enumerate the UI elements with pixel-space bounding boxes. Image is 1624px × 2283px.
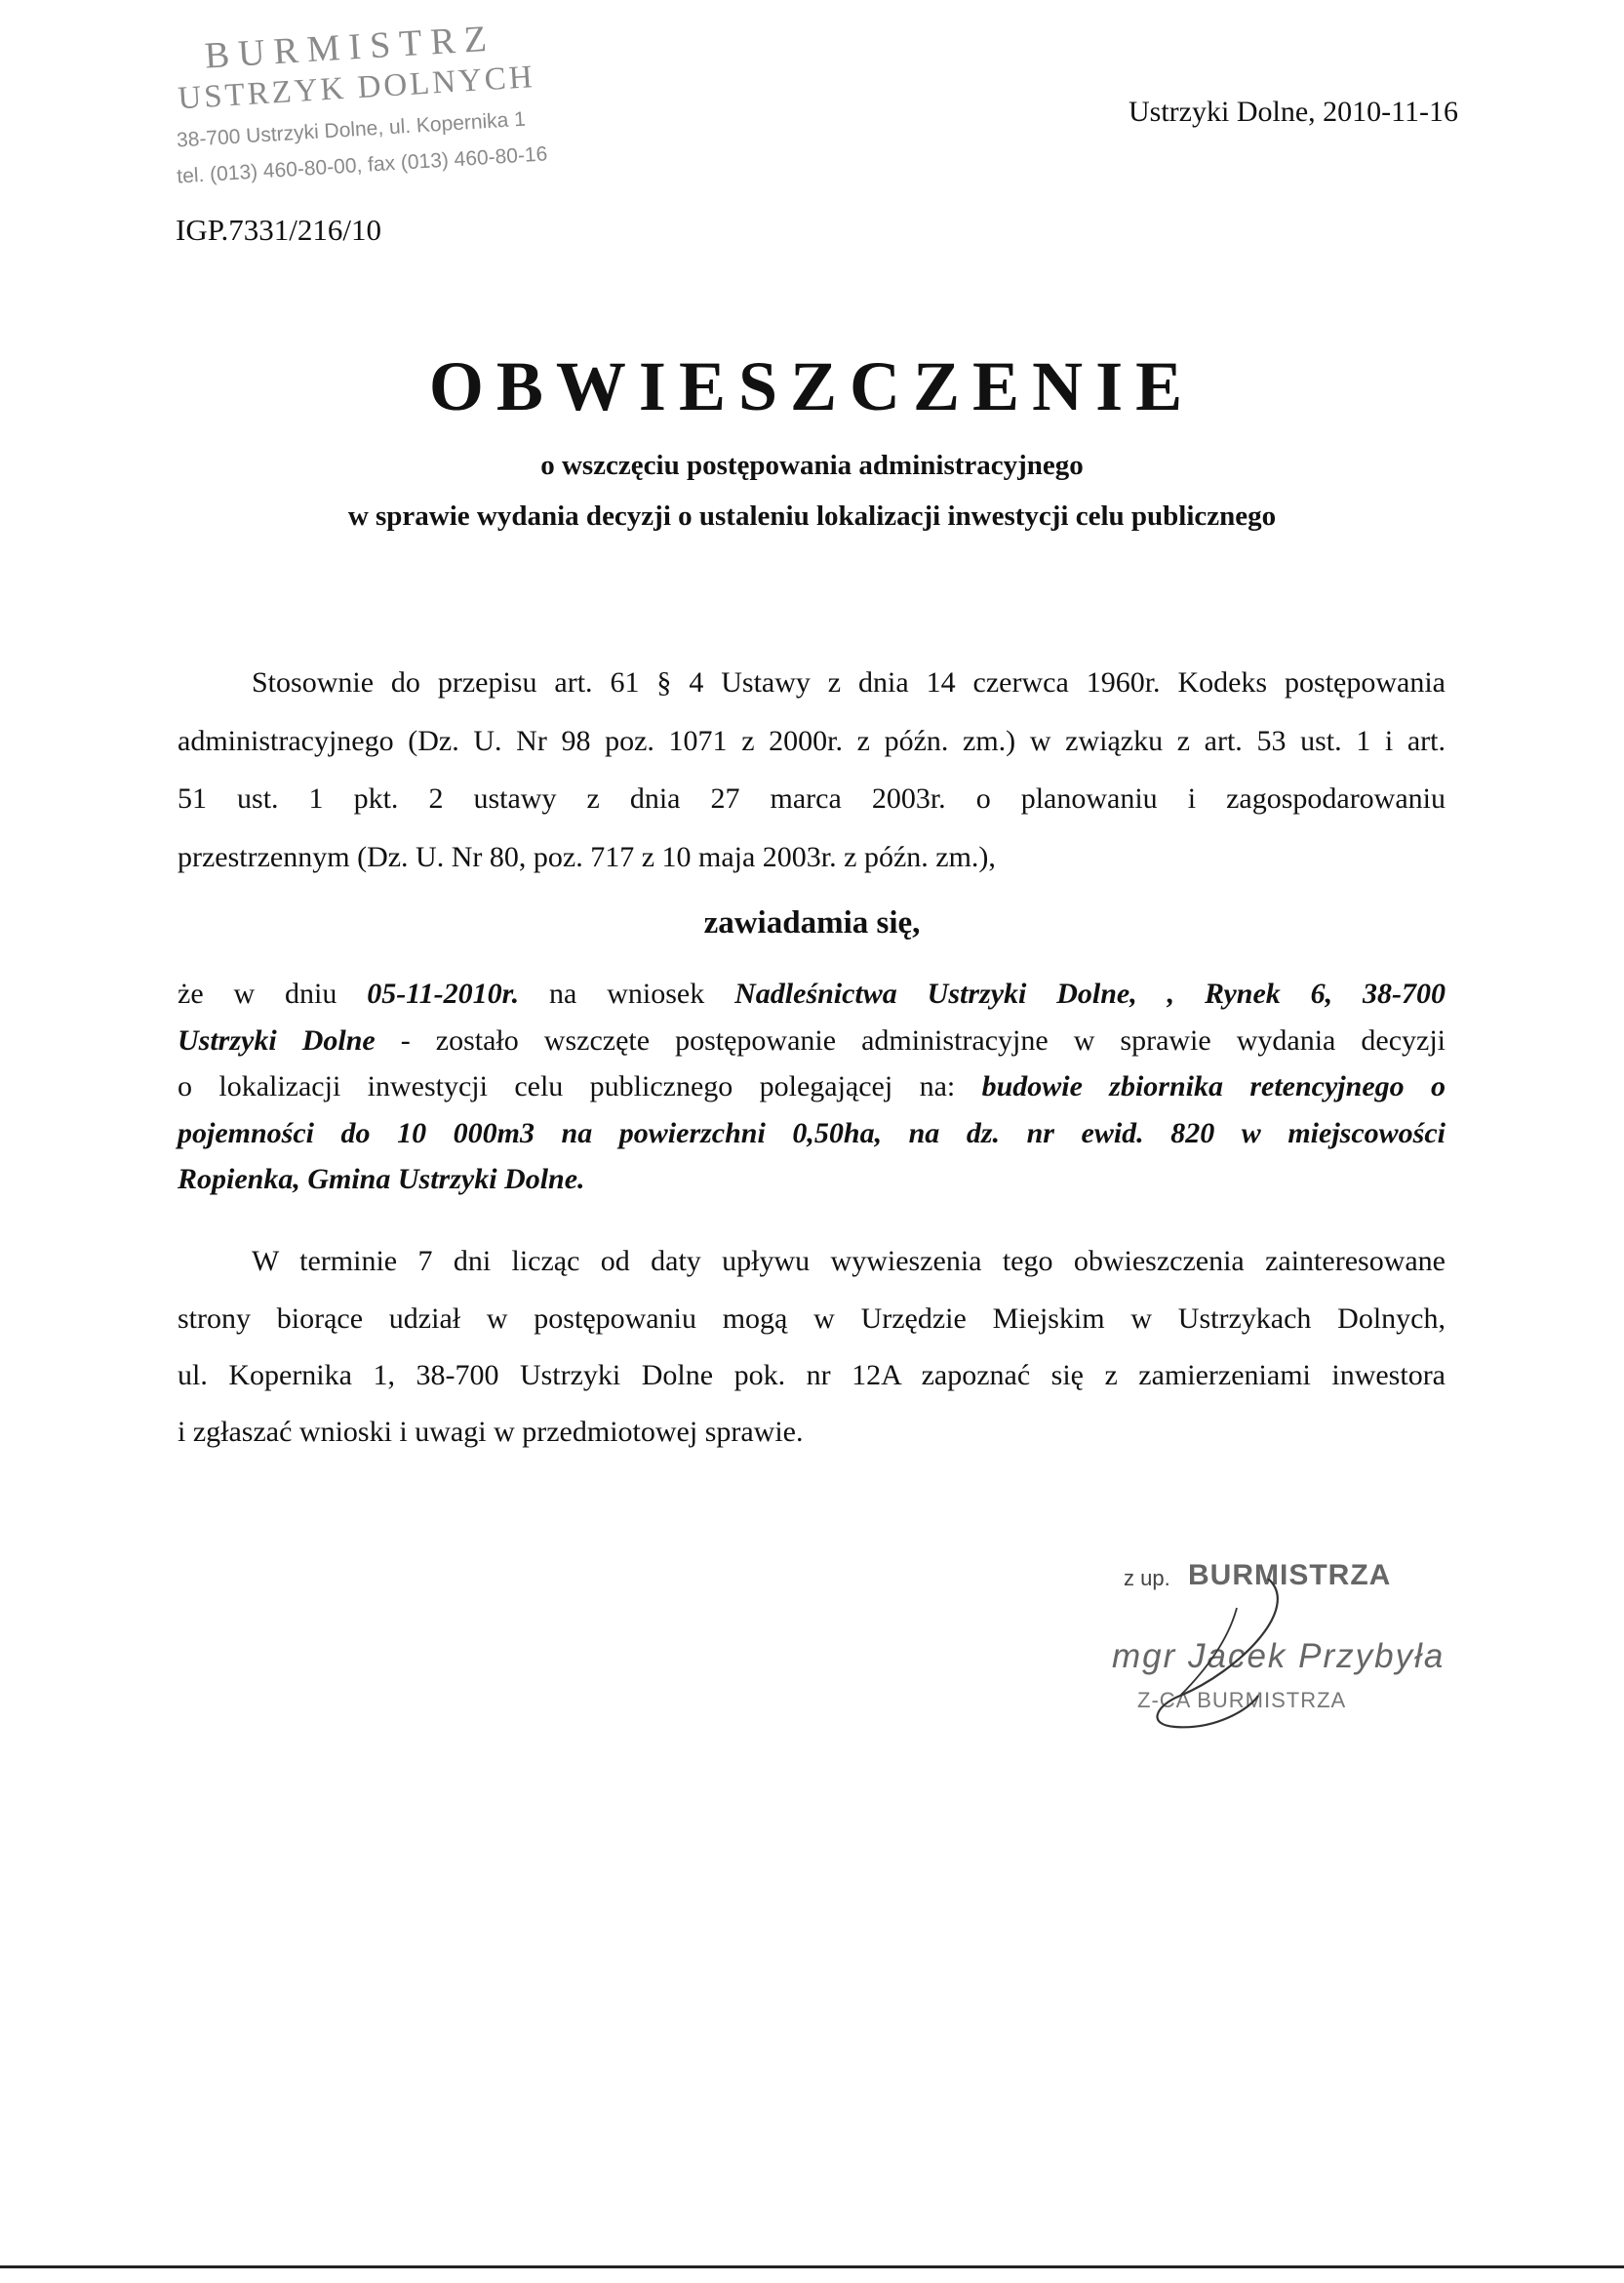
case-reference: IGP.7331/216/10	[176, 213, 381, 247]
scan-edge-line	[0, 2265, 1624, 2268]
applicant-town: Ustrzyki Dolne	[178, 1024, 376, 1057]
subtitle-line-1: o wszczęciu postępowania administracyjnego	[540, 450, 1084, 481]
stamp-office: BURMISTRZ	[203, 18, 497, 77]
info-line-3: ul. Kopernika 1, 38-700 Ustrzyki Dolne pok. nr 12A zapoznać się z zamierzeniami inwestora	[178, 1359, 1446, 1391]
notice-text: na wniosek	[549, 978, 705, 1010]
legal-basis-line-1: Stosownie do przepisu art. 61 § 4 Ustawy z dnia 14 czerwca 1960r. Kodeks postępowania	[252, 666, 1446, 699]
legal-basis-line-4: przestrzennym (Dz. U. Nr 80, poz. 717 z 10 maja 2003r. z późn. zm.),	[178, 841, 996, 873]
handwritten-signature	[1122, 1579, 1317, 1735]
letterhead-stamp	[166, 4, 566, 203]
legal-basis-line-3: 51 ust. 1 pkt. 2 ustawy z dnia 27 marca 2003r. o planowaniu i zagospodarowaniu	[178, 782, 1446, 815]
subtitle-line-2: w sprawie wydania decyzji o ustaleniu lokalizacji inwestycji celu publicznego	[347, 501, 1277, 532]
document-title: OBWIESZCZENIE	[428, 347, 1196, 425]
notice-line-2	[178, 1024, 1446, 1058]
notice-text: o lokalizacji inwestycji celu publicznego polegającej na:	[178, 1070, 956, 1102]
stamp-address: 38-700 Ustrzyki Dolne, ul. Kopernika 1	[176, 107, 527, 152]
project-description: budowie zbiornika retencyjnego o	[981, 1070, 1446, 1102]
stamp-phone: tel. (013) 460-80-00, fax (013) 460-80-16	[176, 142, 548, 188]
notify-heading: zawiadamia się,	[703, 905, 921, 941]
signatory-name: mgr Jacek Przybyła	[1112, 1637, 1446, 1675]
place-date: Ustrzyki Dolne, 2010-11-16	[1129, 96, 1458, 128]
legal-basis-line-2: administracyjnego (Dz. U. Nr 98 poz. 1071 z 2000r. z późn. zm.) w związku z art. 53 ust. 1 i art.	[178, 725, 1446, 757]
info-line-2: strony biorące udział w postępowaniu mogą w Urzędzie Miejskim w Ustrzykach Dolnych,	[178, 1302, 1446, 1335]
notice-text: że w dniu	[178, 978, 337, 1010]
notice-line-3	[178, 1070, 1446, 1103]
info-line-1: W terminie 7 dni licząc od daty upływu wywieszenia tego obwieszczenia zainteresowane	[252, 1245, 1446, 1277]
notice-line-5: Ropienka, Gmina Ustrzyki Dolne.	[178, 1163, 585, 1195]
applicant: Nadleśnictwa Ustrzyki Dolne, , Rynek 6, 38-700	[734, 978, 1446, 1010]
stamp-town: USTRZYK DOLNYCH	[177, 60, 536, 117]
notice-line-4: pojemności do 10 000m3 na powierzchni 0,50ha, na dz. nr ewid. 820 w miejscowości	[178, 1117, 1446, 1149]
signature-on-behalf: z up.	[1124, 1566, 1170, 1590]
notice-line-1	[178, 978, 1446, 1011]
info-line-4: i zgłaszać wnioski i uwagi w przedmiotowej sprawie.	[178, 1416, 804, 1448]
signature-office: BURMISTRZA	[1188, 1559, 1392, 1591]
signatory-role: Z-CA BURMISTRZA	[1137, 1688, 1347, 1712]
notice-text: - zostało wszczęte postępowanie administracyjne w sprawie wydania decyzji	[400, 1024, 1446, 1057]
initiation-date: 05-11-2010r.	[367, 978, 520, 1010]
